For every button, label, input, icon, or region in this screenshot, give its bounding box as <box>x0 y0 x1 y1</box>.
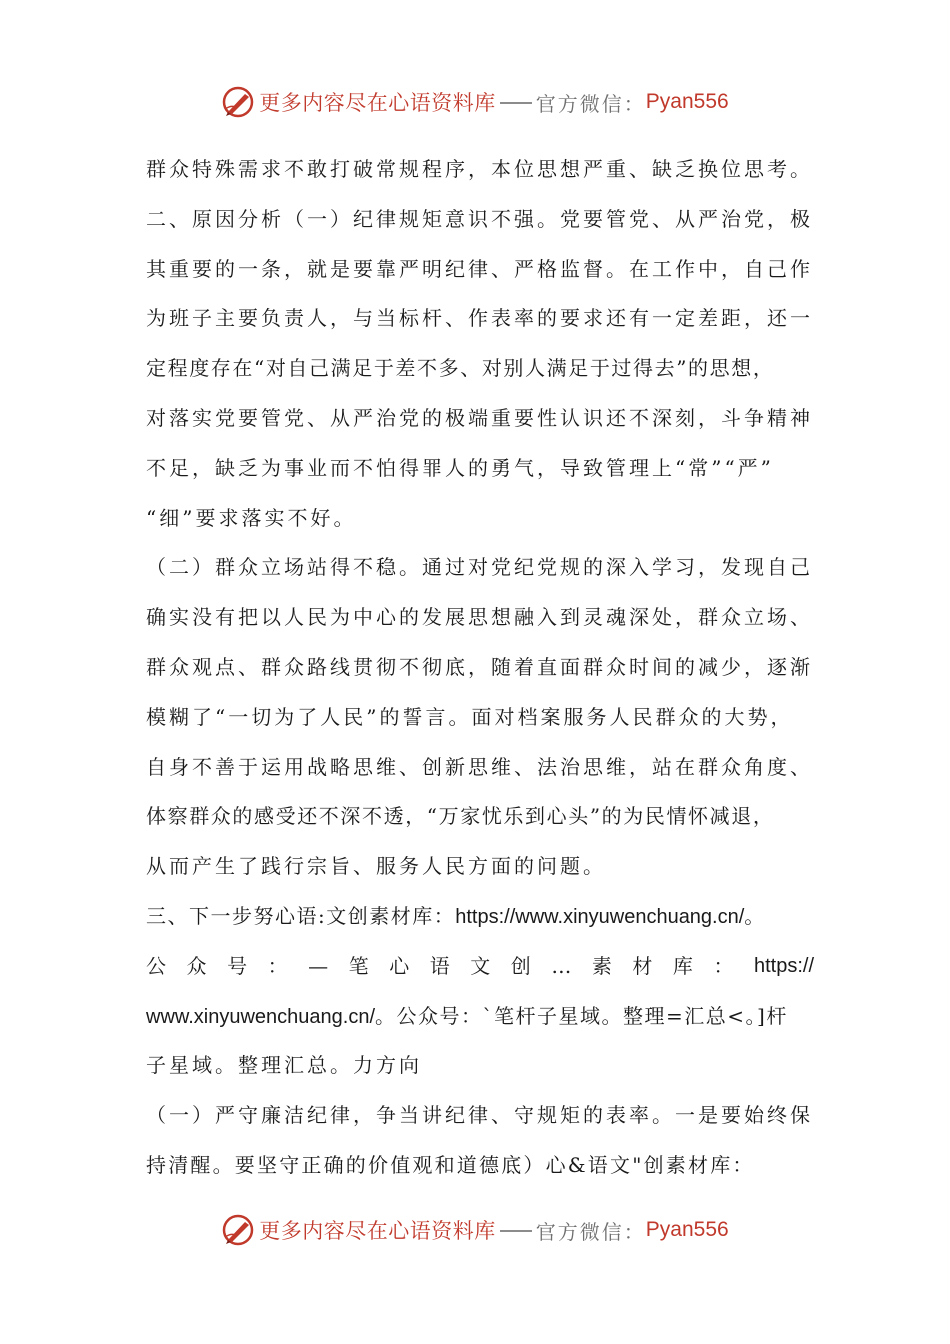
text-line: “细”要求落实不好。 <box>146 505 357 530</box>
footer-dash <box>500 1230 532 1232</box>
char: 号 <box>227 953 248 978</box>
text-segment: 。公众号：`笔杆子星域。整理=汇总<。]杆 <box>375 1003 788 1028</box>
header-banner <box>0 80 950 124</box>
footer-brand-text: 更多内容尽在心语资料库 <box>259 1219 496 1243</box>
pen-logo-icon <box>221 85 255 119</box>
header-official-label: 官方微信： <box>535 91 646 116</box>
text-segment: 。 <box>744 903 766 928</box>
text-line: 从而产生了践行宗旨、服务人民方面的问题。 <box>146 854 606 879</box>
header-wechat-id: Pyan556 <box>645 90 729 113</box>
footer-wechat-id: Pyan556 <box>645 1218 729 1241</box>
document-body <box>146 145 814 1191</box>
text-line: 对落实党要管党、从严治党的极端重要性认识还不深刻，斗争精神 <box>146 405 813 430</box>
text-line: 为班子主要负责人，与当标杆、作表率的要求还有一定差距，还一 <box>146 306 813 331</box>
char: ： <box>267 953 288 978</box>
website-link-start[interactable]: https:// <box>753 954 814 977</box>
text-line: 二、原因分析（一）纪律规矩意识不强。党要管党、从严治党，极 <box>146 206 813 231</box>
char: … <box>551 953 572 978</box>
text-line: 模糊了“一切为了人民”的誓言。面对档案服务人民群众的大势， <box>146 704 794 729</box>
text-line: 不足，缺乏为事业而不怕得罪人的勇气，导致管理上“常”“严” <box>146 455 774 480</box>
char: 众 <box>186 953 207 978</box>
text-line: （一）严守廉洁纪律，争当讲纪律、守规矩的表率。一是要始终保 <box>146 1103 813 1128</box>
spread-text-line <box>146 942 814 992</box>
text-line: 确实没有把以人民为中心的发展思想融入到灵魂深处，群众立场、 <box>146 605 813 630</box>
char: 语 <box>429 953 450 978</box>
char: 库 <box>672 953 693 978</box>
text-line: 群众观点、群众路线贯彻不彻底，随着直面群众时间的减少，逐渐 <box>146 654 813 679</box>
char: 创 <box>510 953 531 978</box>
text-line: 定程度存在“对自己满足于差不多、对别人满足于过得去”的思想， <box>146 356 775 381</box>
website-link-end[interactable]: www.xinyuwenchuang.cn/ <box>146 1005 376 1028</box>
char: 材 <box>632 953 653 978</box>
text-line: 子星域。整理汇总。力方向 <box>146 1053 422 1078</box>
footer-banner <box>0 1208 950 1252</box>
char: 笔 <box>348 953 369 978</box>
text-line: 体察群众的感受还不深不透，“万家忧乐到心头”的为民情怀减退， <box>146 804 775 829</box>
footer-official-label: 官方微信： <box>535 1219 646 1244</box>
text-segment: 三、下一步努心语:文创素材库： <box>146 903 456 928</box>
char: 素 <box>591 953 612 978</box>
char: — <box>308 953 329 978</box>
text-line: （二）群众立场站得不稳。通过对党纪党规的深入学习，发现自己 <box>146 555 813 580</box>
text-line: 其重要的一条，就是要靠严明纪律、严格监督。在工作中，自己作 <box>146 256 813 281</box>
text-line: 持清醒。要坚守正确的价值观和道德底）心&语文"创素材库： <box>146 1152 755 1177</box>
char: 心 <box>389 953 410 978</box>
header-brand-text: 更多内容尽在心语资料库 <box>259 91 496 115</box>
header-dash <box>500 102 532 104</box>
char: ： <box>713 953 734 978</box>
text-line: 群众特殊需求不敢打破常规程序，本位思想严重、缺乏换位思考。 <box>146 157 813 181</box>
text-line <box>146 892 814 942</box>
char: 文 <box>470 953 491 978</box>
char: 公 <box>146 953 166 978</box>
website-link[interactable]: https://www.xinyuwenchuang.cn/ <box>455 905 745 928</box>
pen-logo-icon <box>221 1213 255 1247</box>
text-line <box>146 992 814 1042</box>
text-line: 自身不善于运用战略思维、创新思维、法治思维，站在群众角度、 <box>146 754 813 779</box>
